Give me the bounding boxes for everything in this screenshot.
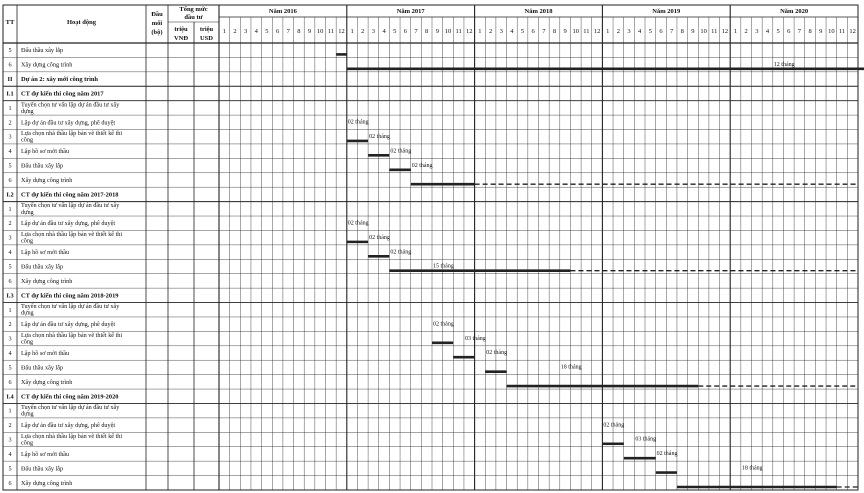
row-number: 3 [8,133,12,141]
row-number: 1 [8,306,12,314]
activity-label-line: Lựa chọn nhà thầu lập bản vẽ thiết kế thi [21,231,123,239]
month-header: 9 [819,28,823,35]
month-header: 8 [552,28,557,35]
duration-label: 02 tháng [433,321,454,328]
activity-label-line: Tuyển chọn tư vấn lập dự án đầu tư xây [21,202,120,210]
year-header: Năm 2018 [524,8,553,15]
activity-label-line: Lựa chọn nhà thầu lập bản vẽ thiết kế thi [21,130,123,138]
month-header: 3 [627,28,631,35]
duration-label: 18 tháng [741,465,763,472]
activity-label [21,231,122,245]
year-header: Năm 2017 [396,8,425,15]
activity-label-line: Tuyển chọn tư vấn lập dự án đầu tư xây [21,101,120,109]
section-title: CT dự kiến thi công năm 2019-2020 [21,393,119,401]
month-header: 5 [265,28,269,35]
month-header: 8 [297,28,301,35]
duration-label: 02 tháng [347,220,369,227]
section-title: CT dự kiến thi công năm 2017-2018 [21,191,119,199]
month-header: 1 [606,28,610,35]
duration-label: 18 tháng [560,364,582,371]
month-header: 11 [711,28,718,35]
row-number: 4 [8,148,12,156]
activity-label-line: Lựa chọn nhà thầu lập bản vẽ thiết kế thi [21,432,123,440]
investment-header-line2: đầu tư [184,14,203,21]
duration-label: 02 tháng [369,234,390,241]
activity-label-line: công [21,338,34,346]
month-header: 1 [733,28,738,35]
month-header: 9 [563,28,567,35]
row-number: I.1 [6,90,14,98]
month-header: 3 [371,28,376,35]
usd-header-line2: USD [199,35,214,42]
activity-label: Lập hồ sơ mời thầu [21,450,70,458]
duration-label: 03 tháng [464,335,486,342]
usd-header-line1: triệu [199,26,214,33]
year-header: Năm 2020 [780,8,809,15]
row-number: 5 [8,162,12,170]
activity-label: Lập hồ sơ mời thầu [21,148,70,156]
activity-header: Hoạt động [66,19,97,26]
duration-label: 02 tháng [656,451,678,458]
month-header: 3 [244,28,248,35]
month-header: 12 [338,28,345,35]
month-header: 12 [849,28,856,35]
activity-label: Lập dự án đầu tư xây dựng, phê duyệt [21,321,116,329]
month-header: 7 [286,28,290,35]
activity-label: Đấu thầu xây lắp [21,47,64,55]
activity-label: Lập hồ sơ mời thầu [21,350,70,358]
duration-label: 02 tháng [486,350,508,357]
focal-header-line1: Đầu [151,11,163,18]
month-header: 12 [466,28,473,35]
month-header: 11 [838,28,846,35]
row-number: 1 [8,205,12,213]
row-number: 5 [8,465,12,473]
duration-label: 15 tháng [433,263,454,270]
activity-label-line: dựng [21,309,34,317]
month-header: 2 [488,28,493,35]
month-header: 4 [254,28,258,35]
row-number: 2 [8,422,12,430]
activity-label: Lập dự án đầu tư xây dựng, phê duyệt [21,119,116,127]
row-number: 5 [8,47,12,55]
month-header: 1 [222,28,226,35]
month-header: 7 [542,28,546,35]
month-header: 4 [638,28,642,35]
row-number: I.2 [6,191,14,199]
month-header: 10 [316,28,324,35]
section-title: CT dự kiến thi công năm 2018-2019 [21,292,119,300]
row-number: 4 [8,350,12,358]
row-number: I.4 [6,393,14,401]
year-header: Năm 2019 [652,8,681,15]
month-header: 11 [455,28,462,35]
month-header: 3 [755,28,759,35]
investment-header-line1: Tổng mức [179,6,208,13]
activity-label-line: Lựa chọn nhà thầu lập bản vẽ thiết kế thi [21,331,123,339]
duration-label: 02 tháng [347,119,369,126]
row-number: 5 [8,364,12,372]
tt-header: TT [5,19,15,26]
vnd-header-line2: VNĐ [173,35,189,42]
year-header: Năm 2016 [268,8,297,15]
activity-label: Đấu thầu xây lắp [21,162,64,170]
row-number: 2 [8,220,12,228]
month-header: 6 [787,28,791,35]
activity-label: Lập hồ sơ mời thầu [21,249,70,257]
row-number: 3 [8,234,12,242]
activity-label: Xây dựng công trình [21,176,73,184]
duration-label: 02 tháng [411,162,433,169]
month-header: 2 [361,28,365,35]
row-number: 6 [8,176,12,184]
activity-label: Lập dự án đầu tư xây dựng, phê duyệt [21,422,116,430]
month-header: 4 [765,28,770,35]
month-header: 7 [670,28,674,35]
activity-label: Xây dựng công trình [21,479,73,487]
focal-header-line3: (bộ) [151,29,163,36]
duration-label: 12 tháng [773,61,795,68]
month-header: 2 [616,28,620,35]
activity-label-line: dựng [21,208,34,216]
month-header: 2 [744,28,748,35]
row-number: I.3 [6,292,14,300]
duration-label: 02 tháng [390,249,412,256]
month-header: 6 [531,28,535,35]
activity-label: Xây dựng công trình [21,61,73,69]
activity-label [21,332,122,346]
row-number: 5 [8,263,12,271]
month-header: 10 [572,28,580,35]
activity-label-line: dựng [21,410,34,418]
month-header: 11 [327,28,334,35]
month-header: 6 [275,28,280,35]
month-header: 9 [307,28,312,35]
row-number: II [7,76,13,84]
month-header: 10 [828,28,835,35]
row-number: 6 [8,479,12,487]
activity-label [21,202,120,216]
month-header: 8 [808,28,812,35]
row-number: 3 [8,335,12,343]
month-header: 1 [350,28,354,35]
activity-label: Xây dựng công trình [21,378,73,386]
section-title: Dự án 2: xây mới công trình [21,76,98,84]
month-header: 8 [680,28,684,35]
month-header: 8 [425,28,429,35]
month-header: 7 [414,28,418,35]
activity-label [21,130,122,144]
month-header: 9 [435,28,439,35]
row-number: 1 [8,104,12,112]
activity-label: Đấu thầu xây lắp [21,263,64,271]
duration-label: 02 tháng [390,148,412,155]
month-header: 5 [648,28,652,35]
month-header: 6 [659,28,663,35]
section-title: CT dự kiến thi công năm 2017 [21,90,104,98]
month-header: 6 [403,28,407,35]
month-header: 2 [233,28,237,35]
row-number: 3 [8,436,12,444]
activity-label-line: Tuyển chọn tư vấn lập dự án đầu tư xây [21,303,120,311]
row-number: 2 [8,321,12,329]
month-header: 9 [691,28,695,35]
month-header: 5 [393,28,397,35]
activity-label: Xây dựng công trình [21,277,73,285]
month-header: 12 [593,28,601,35]
month-header: 5 [776,28,780,35]
month-header: 4 [510,28,514,35]
row-number: 4 [8,249,12,257]
activity-label [21,101,120,115]
month-header: 10 [700,28,707,35]
row-number: 1 [8,407,12,415]
row-number: 6 [8,378,12,386]
month-header: 12 [721,28,729,35]
activity-label-line: công [21,237,34,245]
month-header: 4 [382,28,386,35]
activity-label [21,433,122,447]
duration-label: 03 tháng [635,436,657,443]
row-number: 4 [8,450,12,458]
activity-label-line: dựng [21,107,34,115]
activity-label-line: công [21,136,34,144]
row-number: 6 [8,277,12,285]
activity-label-line: Tuyển chọn tư vấn lập dự án đầu tư xây [21,404,120,412]
activity-label: Lập dự án đầu tư xây dựng, phê duyệt [21,220,116,228]
month-header: 3 [499,28,503,35]
month-header: 5 [520,28,525,35]
activity-label [21,404,120,418]
month-header: 1 [478,28,482,35]
activity-label: Đấu thầu xây lắp [21,364,64,372]
month-header: 10 [444,28,452,35]
activity-label-line: công [21,439,34,447]
focal-header-line2: mối [151,20,163,27]
month-header: 7 [797,28,802,35]
duration-label: 02 tháng [369,133,390,140]
activity-label: Đấu thầu xây lắp [21,465,64,473]
row-number: 2 [8,119,12,127]
duration-label: 02 tháng [603,422,625,429]
row-number: 6 [8,61,12,69]
month-header: 11 [583,28,590,35]
vnd-header-line1: triệu [174,26,188,33]
activity-label [21,303,120,317]
